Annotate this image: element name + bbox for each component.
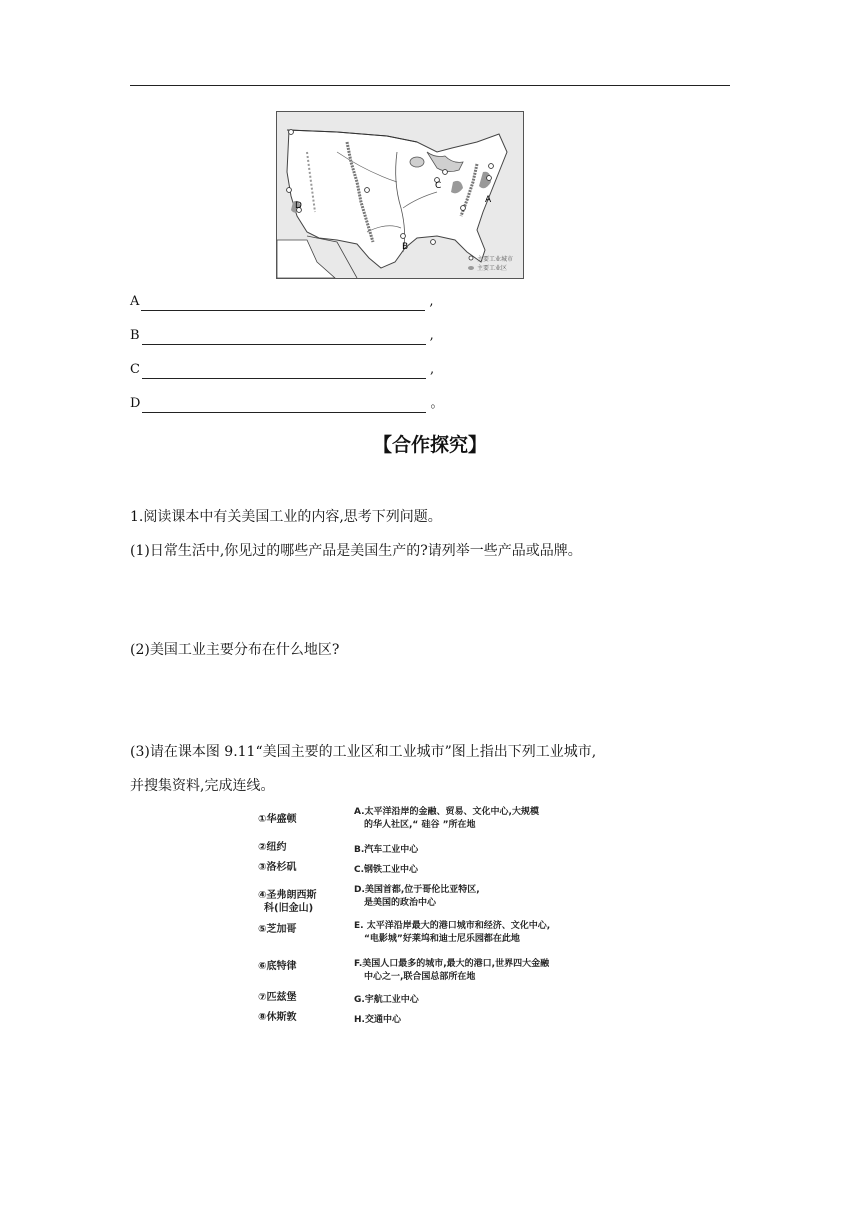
blank-c-punct: , (429, 362, 435, 377)
desc-a-line-2: 的华人社区,“ 硅谷 ”所在地 (364, 820, 476, 830)
question-2: (2)美国工业主要分布在什么地区? (130, 642, 340, 658)
city-new-york[interactable]: ②纽约 (258, 842, 287, 853)
question-1: (1)日常生活中,你见过的哪些产品是美国生产的?请列举一些产品或品牌。 (130, 543, 582, 559)
desc-a-line-1[interactable]: A.太平洋沿岸的金融、贸易、文化中心,大规模 (354, 807, 539, 817)
city-detroit[interactable]: ⑥底特律 (258, 961, 297, 972)
section-title: 【合作探究】 (372, 434, 487, 456)
desc-e-line-1[interactable]: E. 太平洋沿岸最大的港口城市和经济、文化中心, (354, 921, 551, 931)
desc-e-line-2: “电影城”好莱坞和迪士尼乐园都在此地 (364, 934, 520, 944)
blank-d-label: D (130, 396, 141, 411)
blank-a-line[interactable] (141, 296, 425, 311)
header-rule (130, 85, 730, 86)
blank-b-punct: , (429, 328, 434, 343)
blank-d-line[interactable] (142, 398, 426, 413)
map-label-b: B (402, 242, 409, 252)
blank-c-label: C (130, 362, 140, 377)
blank-a-label: A (130, 294, 140, 309)
city-houston[interactable]: ⑧休斯敦 (258, 1012, 297, 1023)
legend-zone-label: 主要工业区 (477, 265, 508, 272)
blank-d-punct: 。 (430, 396, 444, 411)
blank-c (130, 361, 434, 379)
blank-b-line[interactable] (142, 330, 426, 345)
city-san-francisco-sub: 科(旧金山) (264, 903, 314, 914)
desc-b[interactable]: B.汽车工业中心 (354, 845, 419, 855)
desc-g[interactable]: G.宇航工业中心 (354, 995, 419, 1005)
legend-city-label: 主要工业城市 (477, 256, 514, 263)
blank-a (130, 293, 434, 311)
city-washington[interactable]: ①华盛顿 (258, 814, 297, 825)
blank-c-line[interactable] (142, 364, 426, 379)
desc-c[interactable]: C.钢铁工业中心 (354, 865, 419, 875)
city-los-angeles[interactable]: ③洛杉矶 (258, 862, 297, 873)
map-label-c: C (435, 181, 442, 191)
question-3-line-2: 并搜集资料,完成连线。 (130, 778, 275, 794)
blank-b-label: B (130, 328, 140, 343)
blank-a-punct: , (429, 294, 434, 309)
desc-f-line-2: 中心之一,联合国总部所在地 (364, 972, 476, 982)
question-3-line-1: (3)请在课本图 9.11“美国主要的工业区和工业城市”图上指出下列工业城市, (130, 744, 597, 760)
desc-d-line-2: 是美国的政治中心 (364, 898, 437, 908)
desc-d-line-1[interactable]: D.美国首都,位于哥伦比亚特区, (354, 885, 480, 895)
map-label-a: A (485, 195, 492, 205)
city-pittsburgh[interactable]: ⑦匹兹堡 (258, 992, 297, 1003)
city-chicago[interactable]: ⑤芝加哥 (258, 924, 297, 935)
matching-exercise (258, 806, 618, 1036)
desc-h[interactable]: H.交通中心 (354, 1015, 401, 1025)
map-label-d: D (295, 201, 302, 211)
blank-b (130, 327, 434, 345)
city-san-francisco[interactable]: ④圣弗朗西斯 (258, 890, 317, 901)
question-intro: 1.阅读课本中有关美国工业的内容,思考下列问题。 (130, 509, 442, 525)
map-graphic (277, 112, 523, 278)
us-industry-map (276, 111, 524, 279)
desc-f-line-1[interactable]: F.美国人口最多的城市,最大的港口,世界四大金融 (354, 959, 550, 969)
blank-d (130, 395, 443, 413)
